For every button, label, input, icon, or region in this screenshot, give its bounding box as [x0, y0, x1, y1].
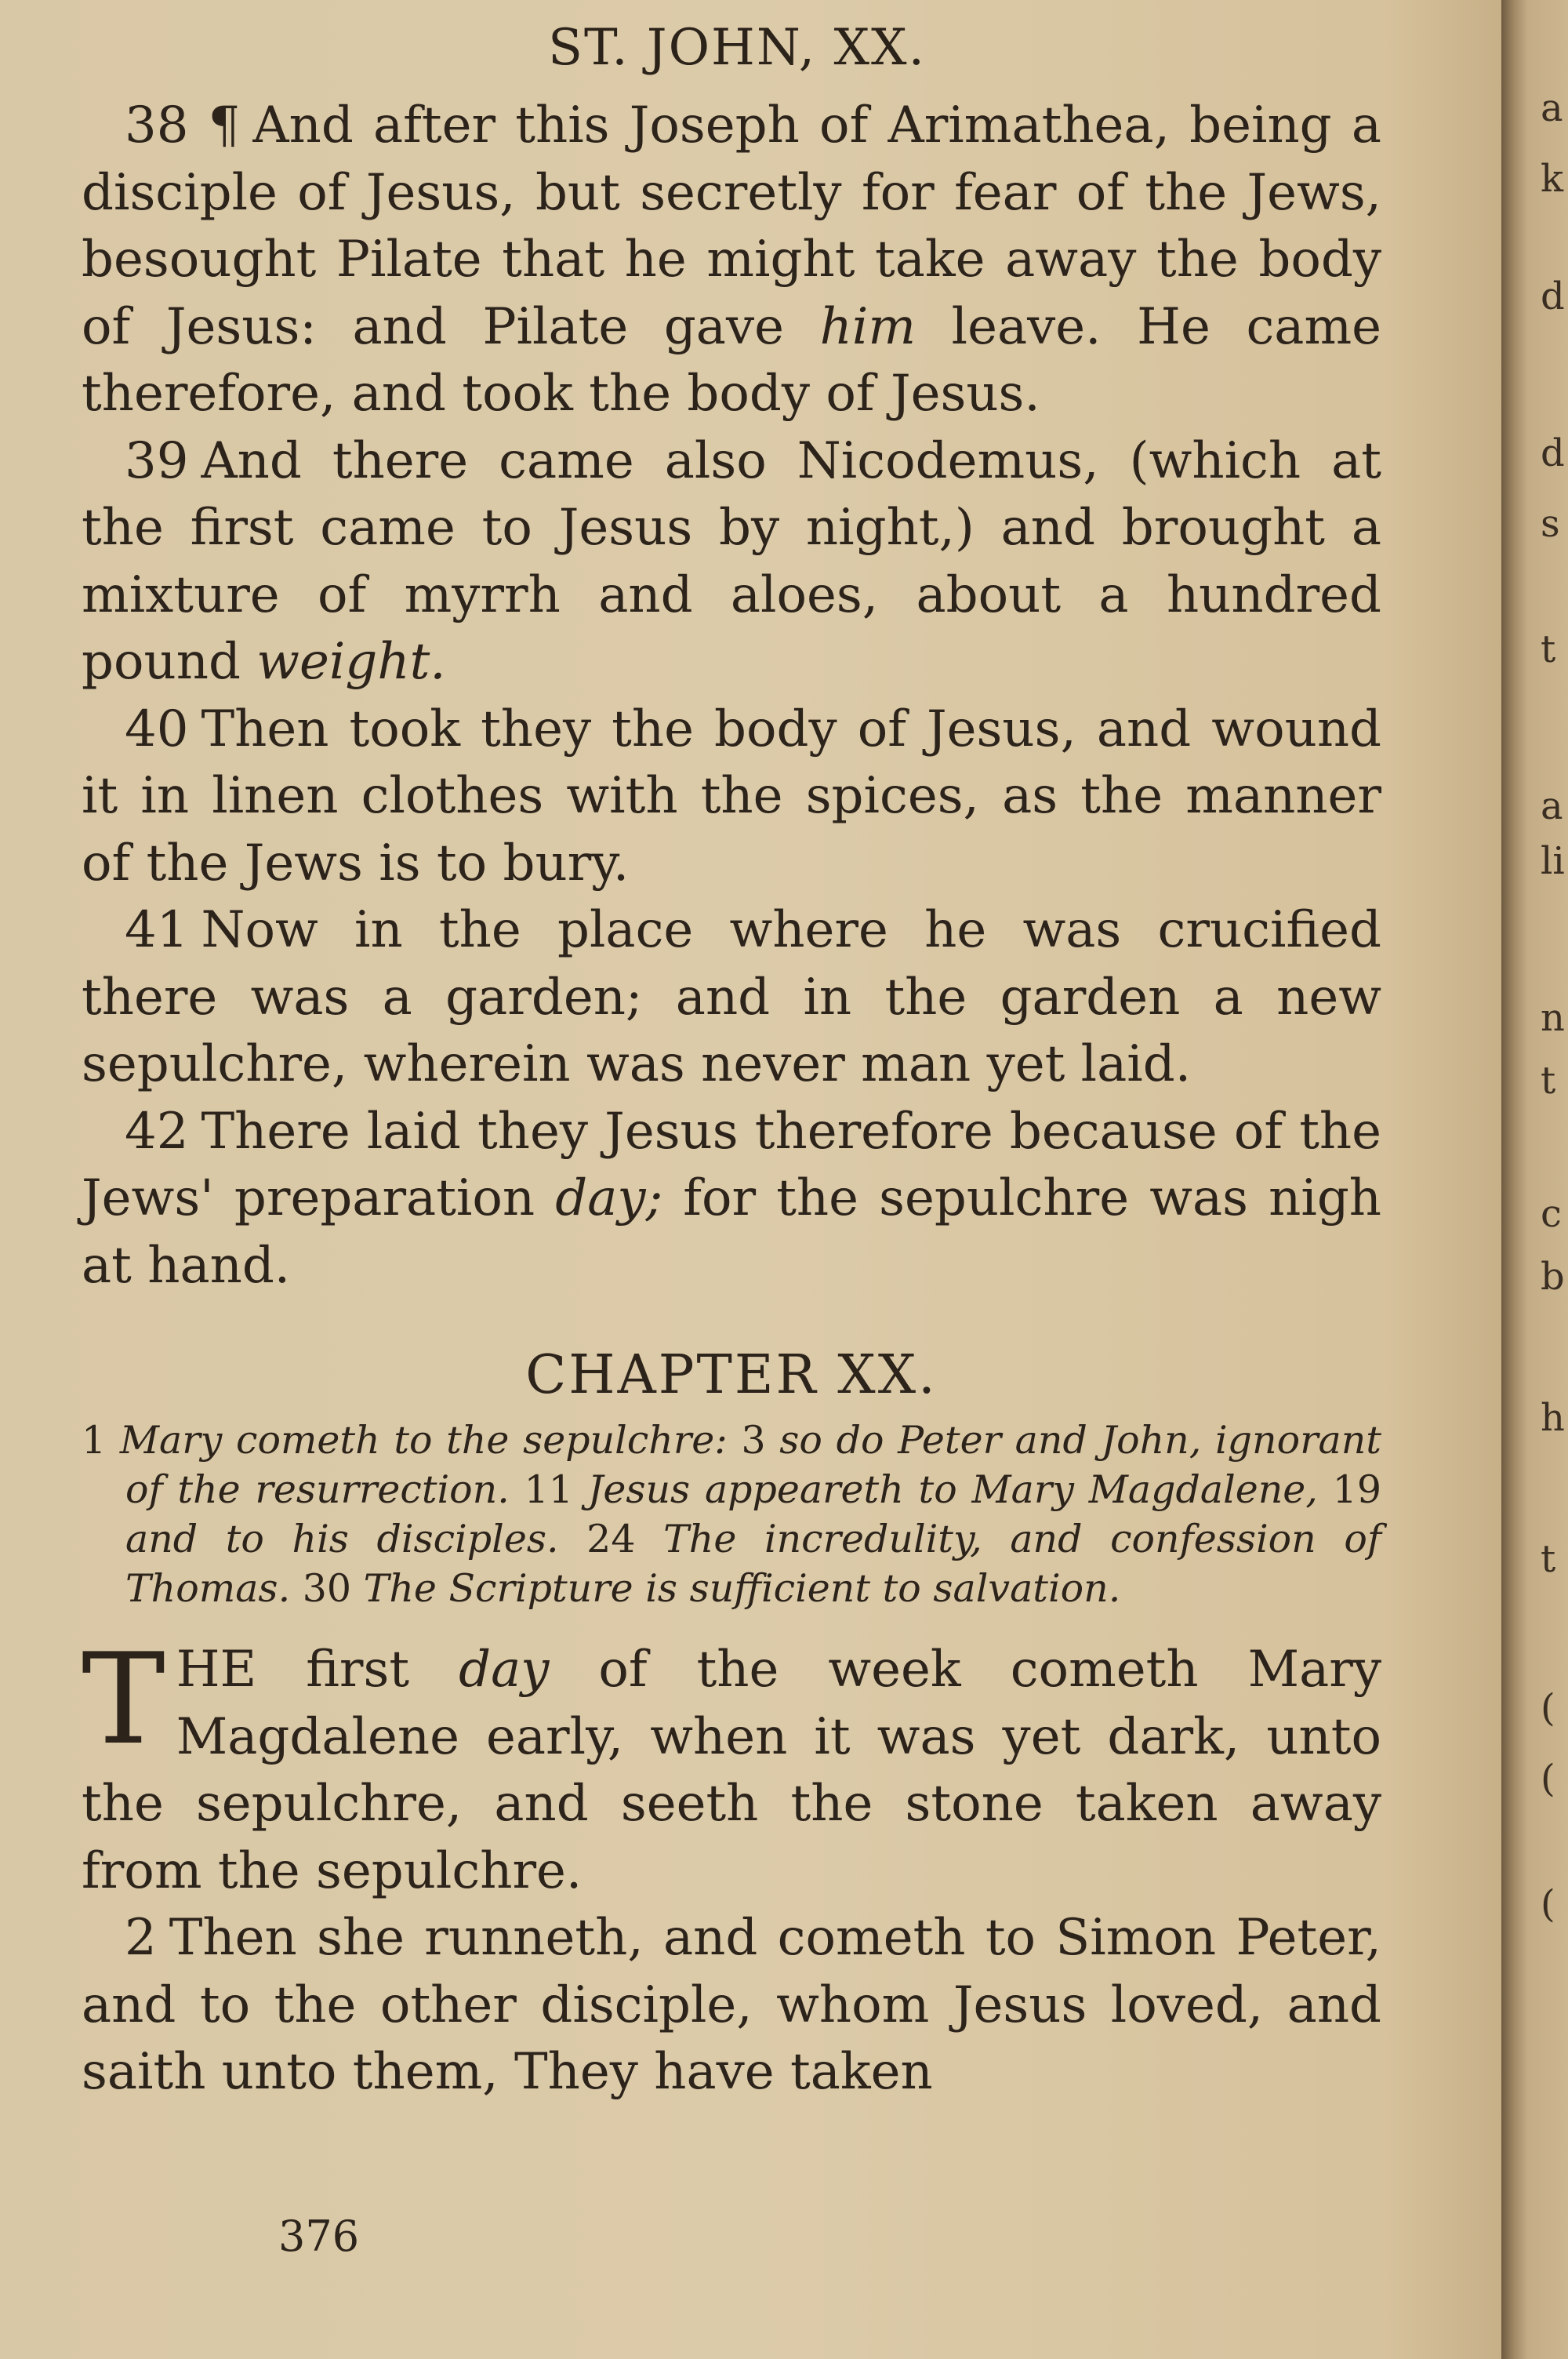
verse-number: 2	[125, 1909, 157, 1967]
verse-text: weight.	[256, 633, 446, 691]
next-page-fragment: a	[1541, 784, 1563, 828]
verse-text: of the week cometh Mary Magdalene early, when it was yet dark, unto the sepulchre, and seeth the stone taken away from the sepulchre.	[82, 1641, 1382, 1900]
summary-text: Jesus appeareth to Mary Magdalene,	[587, 1467, 1333, 1512]
summary-text: and to his disciples.	[125, 1517, 587, 1561]
summary-number: 3	[741, 1418, 780, 1463]
verse-text: for the sepulchre was nigh at hand.	[82, 1169, 1382, 1295]
verse	[82, 696, 1381, 898]
next-page-fragment: (	[1541, 1757, 1555, 1801]
summary-number: 30	[302, 1566, 364, 1611]
verse-number: 41	[125, 901, 189, 959]
verse-text: leave. He came therefore, and took the body of Jesus.	[82, 297, 1382, 423]
next-page-fragment: t	[1541, 1537, 1556, 1581]
next-page-fragment: k	[1541, 157, 1564, 201]
summary-text: The incredulity, and confession of Thomas.	[125, 1517, 1381, 1611]
next-page-fragment: s	[1541, 502, 1560, 546]
next-page-fragment: (	[1541, 1686, 1555, 1730]
summary-number: 19	[1332, 1467, 1381, 1512]
page-number: 376	[278, 2212, 360, 2261]
verse-text: day	[459, 1641, 550, 1699]
next-page-fragment: li	[1541, 839, 1565, 883]
verse-2	[82, 1905, 1381, 2106]
summary-text: so do Peter and John, ignorant of the resurrection.	[125, 1418, 1381, 1512]
next-page-fragment: t	[1541, 627, 1556, 671]
verse	[82, 428, 1381, 696]
verse	[82, 897, 1381, 1099]
running-head: ST. JOHN, XX.	[548, 19, 926, 77]
summary-number: 24	[586, 1517, 664, 1561]
verse-text: Now in the place where he was crucified there was a garden; and in the garden a new sepulchre, wherein was never man yet laid.	[82, 901, 1381, 1093]
verse-number: 39	[125, 431, 189, 490]
chapter-summary	[82, 1416, 1381, 1613]
verse	[82, 1099, 1381, 1300]
verse-text: Then took they the body of Jesus, and wound it in linen clothes with the spices, as the manner of the Jews is to bury.	[82, 700, 1381, 892]
text-block	[82, 93, 1381, 2106]
summary-number: 11	[524, 1467, 588, 1512]
summary-number: 1	[82, 1418, 120, 1463]
next-page-fragment: h	[1541, 1396, 1565, 1440]
next-page-fragment: d	[1541, 274, 1565, 318]
verses-before	[82, 93, 1381, 1299]
next-page-edge	[1501, 0, 1568, 2359]
verse-1	[82, 1626, 1382, 1905]
summary-text: The Scripture is sufficient to salvation.	[363, 1566, 1121, 1611]
next-page-fragment: t	[1541, 1059, 1556, 1103]
verse-text: Then she runneth, and cometh to Simon Peter, and to the other disciple, whom Jesus loved, and saith unto them, They have taken	[82, 1909, 1381, 2101]
summary-text: Mary cometh to the sepulchre:	[119, 1418, 742, 1463]
verse-text: day;	[555, 1169, 663, 1227]
next-page-fragment: a	[1541, 86, 1563, 130]
next-page-fragment: n	[1541, 996, 1565, 1040]
chapter-title: CHAPTER XX.	[525, 1344, 938, 1406]
next-page-fragment: d	[1541, 431, 1565, 475]
next-page-fragment: c	[1541, 1192, 1562, 1236]
verse-number: 42	[125, 1102, 189, 1161]
verse-number: 38 ¶	[125, 96, 241, 154]
verse-text: him	[819, 297, 916, 356]
verse-number: 40	[125, 700, 189, 758]
verse-text: And after this Joseph of Arimathea, being a disciple of Jesus, but secretly for fear of the Jews, besought Pilate that he might take away the body of Jesus: and Pilate gave	[82, 96, 1381, 356]
next-page-fragment: (	[1541, 1882, 1555, 1926]
verse-text: And there came also Nicodemus, (which at the first came to Jesus by night,) and brought a mixture of myrrh and aloes, about a hundred pound	[82, 431, 1381, 691]
next-page-fragment: b	[1541, 1255, 1565, 1299]
verse	[82, 93, 1381, 428]
verse-text: There laid they Jesus therefore because of the Jews' preparation	[82, 1102, 1381, 1227]
verse-text: HE first	[176, 1641, 459, 1699]
drop-cap: T	[82, 1626, 165, 1772]
